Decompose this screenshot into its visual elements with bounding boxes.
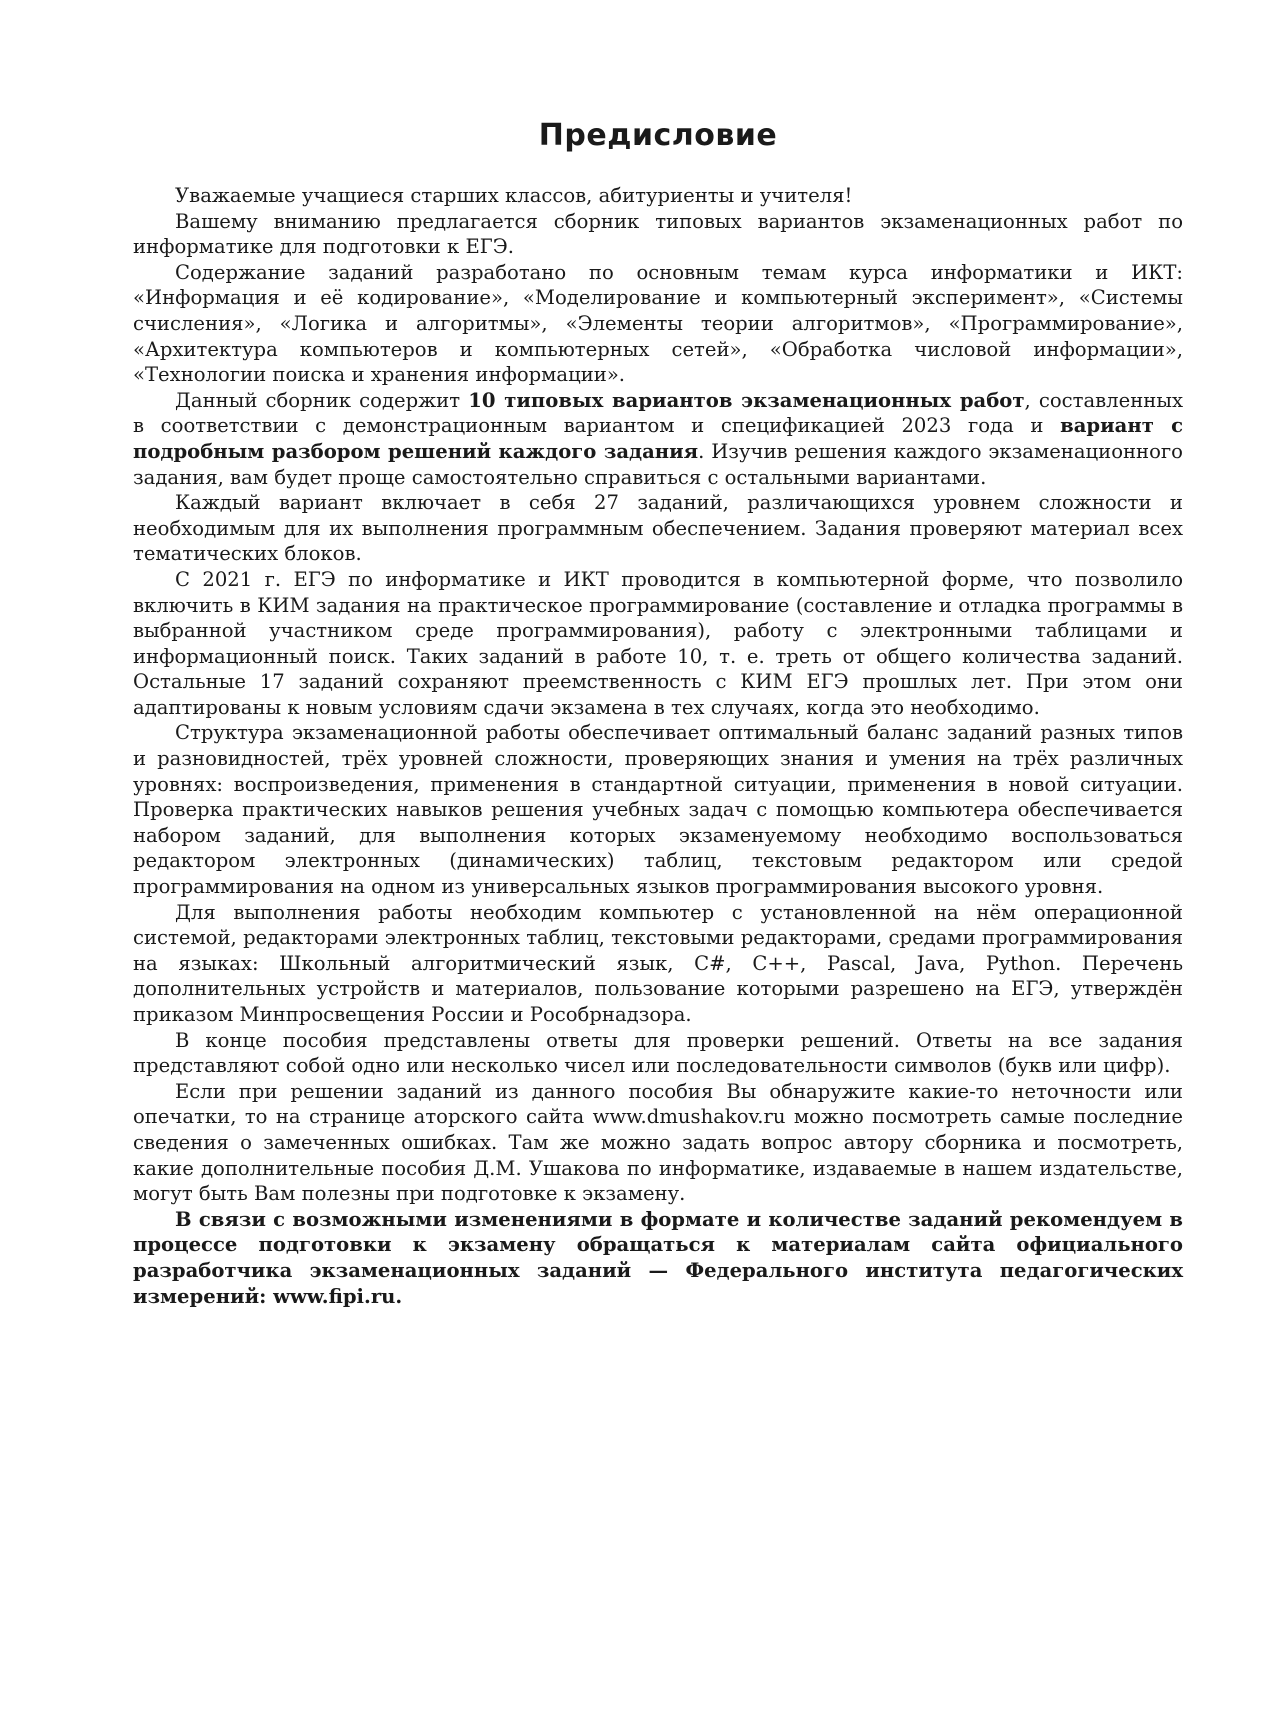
paragraph <box>133 1207 1183 1309</box>
text-segment: Данный сборник содержит <box>175 388 469 412</box>
paragraph <box>133 1079 1183 1207</box>
paragraph <box>133 260 1183 388</box>
text-segment: . Изучив решения каждого экзаменационного задания, вам будет проще самостоятельно справиться с остальными вариантами. <box>133 439 1183 489</box>
paragraph <box>133 900 1183 1028</box>
preface-body <box>133 183 1183 1309</box>
text-segment: Уважаемые учащиеся старших классов, абитуриенты и учителя! <box>175 184 853 207</box>
bold-text-segment: вариант с подробным разбором решений каждого задания <box>133 414 1183 463</box>
paragraph <box>133 567 1183 721</box>
paragraph <box>133 1028 1183 1079</box>
paragraph <box>133 720 1183 899</box>
text-segment: С 2021 г. ЕГЭ по информатике и ИКТ проводится в компьютерной форме, что позволило включить в КИМ задания на практическое программирование (составление и отладка программы в выбранной участником среде программирования), работу с электронными таблицами и информационный поиск. Таких заданий в работе 10, т. е. треть от общего количества заданий. Остальные 17 заданий сохраняют преемственность с КИМ ЕГЭ прошлых лет. При этом они адаптированы к новым условиям сдачи экзамена в тех случаях, когда это необходимо. <box>133 567 1183 719</box>
bold-text-segment: 10 типовых вариантов экзаменационных работ <box>468 388 1025 412</box>
text-segment: Каждый вариант включает в себя 27 заданий, различающихся уровнем сложности и необходимым для их выполнения программным обеспечением. Задания проверяют материал всех тематических блоков. <box>133 491 1183 566</box>
bold-text-segment: В связи с возможными изменениями в формате и количестве заданий рекомендуем в процессе подготовки к экзамену обращаться к материалам сайта официального разработчика экзаменационных заданий — Федерального института педагогических измерений: www.fipi.ru. <box>133 1207 1183 1308</box>
paragraph <box>133 490 1183 567</box>
paragraph <box>133 183 1183 209</box>
document-page <box>133 118 1183 1309</box>
text-segment: Структура экзаменационной работы обеспечивает оптимальный баланс заданий разных типов и разновидностей, трёх уровней сложности, проверяющих знания и умения на трёх различных уровнях: воспроизведения, применения в стандартной ситуации, применения в новой ситуации. Проверка практических навыков решения учебных задач с помощью компьютера обеспечивается набором заданий, для выполнения которых экзаменуемому необходимо воспользоваться редактором электронных (динамических) таблиц, текстовым редактором или средой программирования на одном из универсальных языков программирования высокого уровня. <box>133 721 1183 899</box>
text-segment: Содержание заданий разработано по основным темам курса информатики и ИКТ: «Информация и её кодирование», «Моделирование и компьютерный эксперимент», «Системы счисления», «Логика и алгоритмы», «Элементы теории алгоритмов», «Программирование», «Архитектура компьютеров и компьютерных сетей», «Обработка числовой информации», «Технологии поиска и хранения информации». <box>133 260 1183 387</box>
paragraph <box>133 388 1183 490</box>
page-title: Предисловие <box>538 118 778 153</box>
paragraph <box>133 209 1183 260</box>
text-segment: Вашему вниманию предлагается сборник типовых вариантов экзаменационных работ по информатике для подготовки к ЕГЭ. <box>133 209 1183 259</box>
text-segment: В конце пособия представлены ответы для проверки решений. Ответы на все задания представляют собой одно или несколько чисел или последовательности символов (букв или цифр). <box>133 1028 1183 1078</box>
text-segment: , составленных в соответствии с демонстрационным вариантом и спецификацией 2023 года и <box>133 388 1183 438</box>
text-segment: Если при решении заданий из данного пособия Вы обнаружите какие-то неточности или опечатки, то на странице аторского сайта www.dmushakov.ru можно посмотреть самые последние сведения о замеченных ошибках. Там же можно задать вопрос автору сборника и посмотреть, какие дополнительные пособия Д.М. Ушакова по информатике, издаваемые в нашем издательстве, могут быть Вам полезны при подготовке к экзамену. <box>133 1079 1183 1206</box>
text-segment: Для выполнения работы необходим компьютер с установленной на нём операционной системой, редакторами электронных таблиц, текстовыми редакторами, средами программирования на языках: Школьный алгоритмический язык, C#, C++, Pascal, Java, Python. Перечень дополнительных устройств и материалов, пользование которыми разрешено на ЕГЭ, утверждён приказом Минпросвещения России и Рособрнадзора. <box>133 900 1183 1026</box>
